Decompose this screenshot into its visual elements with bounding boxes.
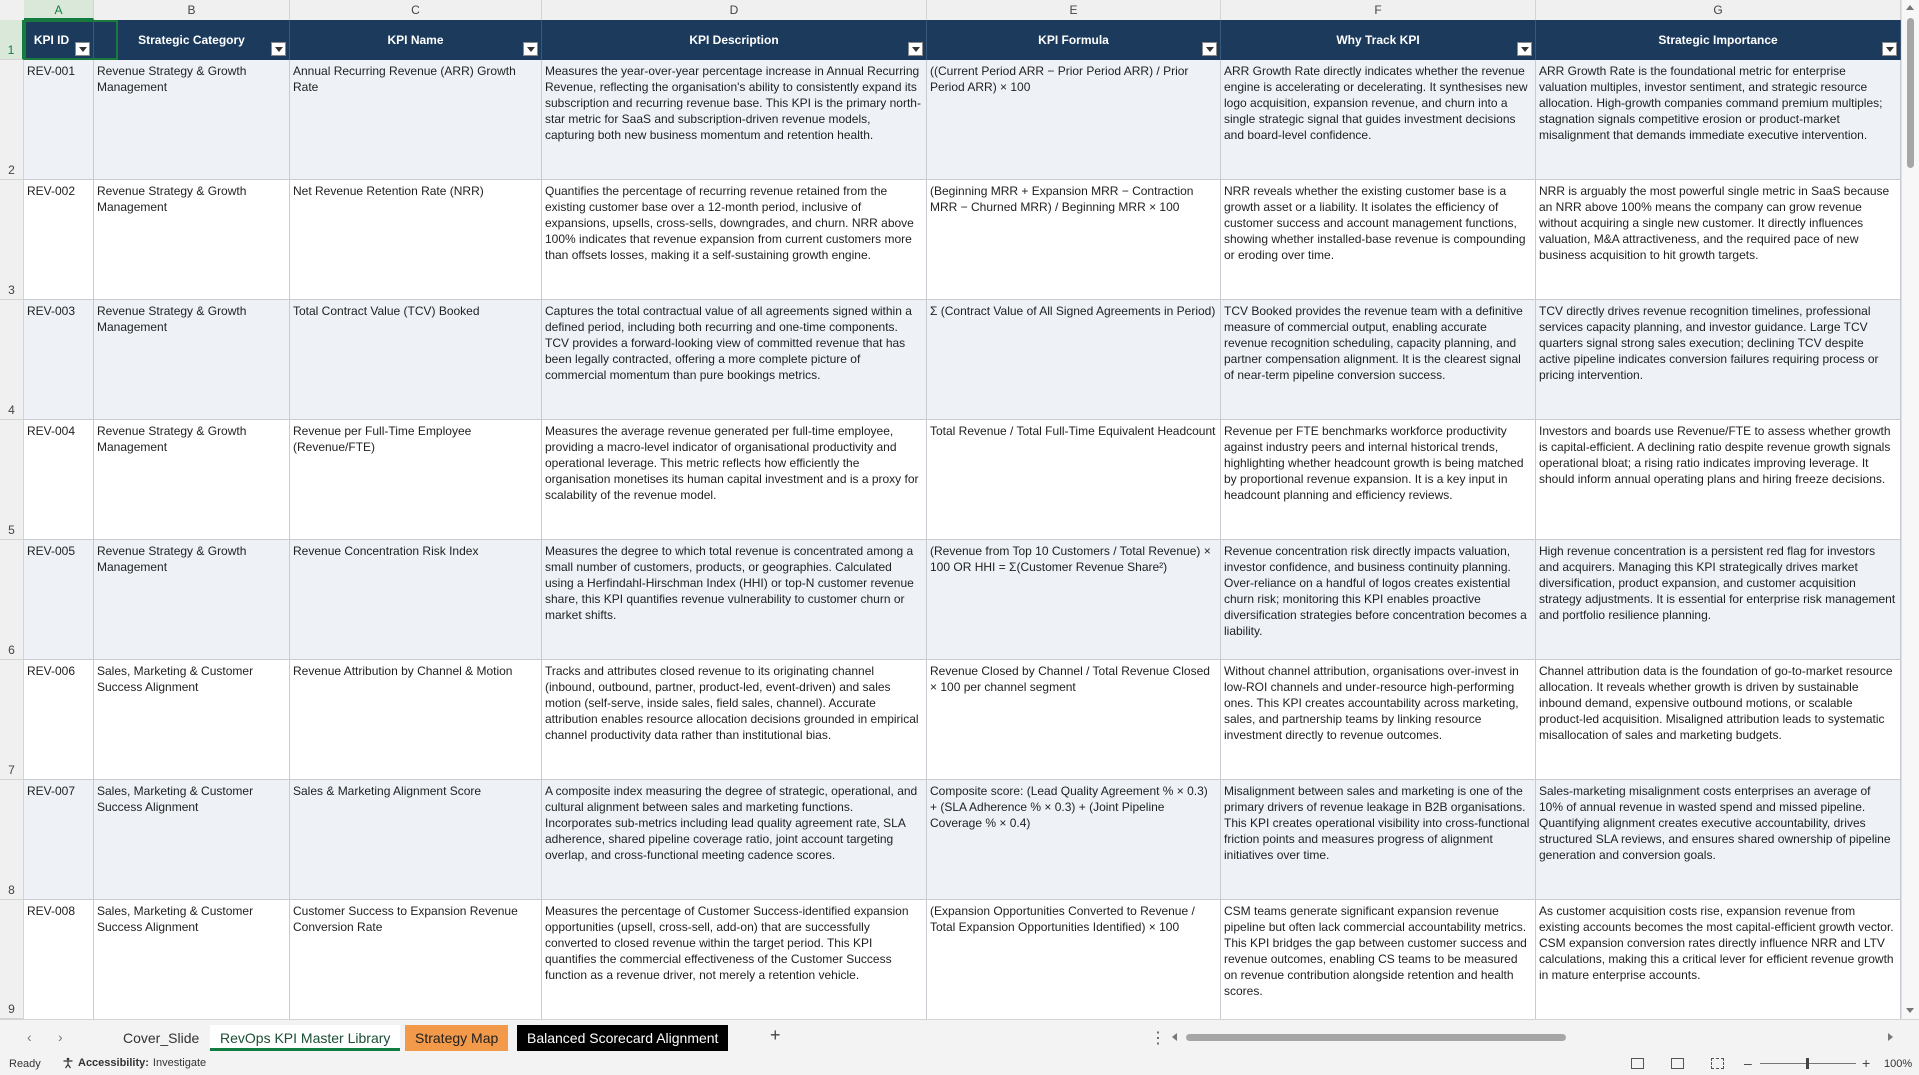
cell-formula[interactable]: Composite score: (Lead Quality Agreement % × 0.3) + (SLA Adherence % × 0.3) + (Joint Pipeline Coverage % × 0.4) <box>927 780 1221 900</box>
column-header-a[interactable]: A <box>24 0 94 20</box>
cell-category[interactable]: Revenue Strategy & Growth Management <box>94 540 290 660</box>
zoom-out-button[interactable]: – <box>1744 1055 1752 1071</box>
scroll-down-icon[interactable] <box>1906 1008 1914 1013</box>
cell-formula[interactable]: (Beginning MRR + Expansion MRR − Contraction MRR − Churned MRR) / Beginning MRR × 100 <box>927 180 1221 300</box>
filter-dropdown-icon[interactable] <box>75 42 90 56</box>
cell-importance[interactable]: ARR Growth Rate is the foundational metric for enterprise valuation multiples, investor sentiment, and strategic resource allocation. High-growth companies command premium multiples; stagnation signals competitive erosion or product-market misalignment that demands immediate executive intervention. <box>1536 60 1901 180</box>
header-label: KPI Description <box>689 33 779 47</box>
zoom-level[interactable]: 100% <box>1884 1058 1913 1070</box>
row-number: 1 <box>7 43 15 57</box>
more-options-icon[interactable]: ⋮ <box>1150 1030 1166 1047</box>
cell-description[interactable]: Measures the year-over-year percentage increase in Annual Recurring Revenue, reflecting the organisation's ability to consistently expand its subscription and recurring revenue base. This KPI is the primary north-star metric for SaaS and subscription-driven revenue models, capturing both new business momentum and retention health. <box>542 60 927 180</box>
row-header-6[interactable] <box>0 540 24 660</box>
spreadsheet-grid[interactable] <box>24 20 1901 1019</box>
filter-dropdown-icon[interactable] <box>1517 42 1532 56</box>
header-cell-d[interactable] <box>542 20 927 60</box>
header-cell-b[interactable] <box>94 20 290 60</box>
cell-name[interactable]: Net Revenue Retention Rate (NRR) <box>290 180 542 300</box>
cell-description[interactable]: Measures the percentage of Customer Success-identified expansion opportunities (upsell, cross-sell, add-on) that are successfully converted to closed revenue within the target period. This KPI quantifies the commercial effectiveness of the Customer Success function as a revenue driver, not merely a retention vehicle. <box>542 900 927 1019</box>
cell-category[interactable]: Revenue Strategy & Growth Management <box>94 60 290 180</box>
scroll-right-arrow-icon[interactable] <box>1888 1033 1893 1041</box>
normal-view-icon[interactable] <box>1631 1058 1644 1069</box>
cell-why[interactable]: NRR reveals whether the existing customer base is a growth asset or a liability. It isolates the efficiency of customer success and account management functions, showing whether installed-base revenue is compounding or eroding over time. <box>1221 180 1536 300</box>
cell-id[interactable]: REV-001 <box>24 60 94 180</box>
row-header-9[interactable] <box>0 900 24 1019</box>
column-header-g[interactable]: G <box>1536 0 1901 20</box>
filter-dropdown-icon[interactable] <box>1202 42 1217 56</box>
cell-category[interactable]: Revenue Strategy & Growth Management <box>94 180 290 300</box>
cell-name[interactable]: Revenue Attribution by Channel & Motion <box>290 660 542 780</box>
row-header-2[interactable] <box>0 60 24 180</box>
cell-why[interactable]: Revenue concentration risk directly impacts valuation, investor confidence, and business continuity planning. Over-reliance on a handful of logos creates existential churn risk; monitoring this KPI enables proactive diversification strategies before concentration becomes a liability. <box>1221 540 1536 660</box>
cell-id[interactable]: REV-002 <box>24 180 94 300</box>
cell-name[interactable]: Revenue Concentration Risk Index <box>290 540 542 660</box>
cell-why[interactable]: TCV Booked provides the revenue team with a definitive measure of commercial output, enabling accurate revenue recognition scheduling, capacity planning, and partner compensation alignment. It is the clearest signal of near-term pipeline conversion success. <box>1221 300 1536 420</box>
page-break-icon[interactable] <box>1711 1058 1724 1069</box>
column-header-e[interactable]: E <box>927 0 1221 20</box>
column-header-b[interactable]: B <box>94 0 290 20</box>
header-label: Strategic Importance <box>1658 33 1778 47</box>
scroll-left-arrow-icon[interactable] <box>1172 1033 1177 1041</box>
scroll-up-icon[interactable] <box>1906 5 1914 10</box>
row-header-5[interactable] <box>0 420 24 540</box>
tab-cover-slide[interactable]: Cover_Slide <box>123 1030 200 1046</box>
vertical-scroll-thumb[interactable] <box>1907 18 1914 168</box>
header-label: KPI Formula <box>1038 33 1109 47</box>
horizontal-scroll-thumb[interactable] <box>1186 1034 1566 1041</box>
scroll-right-icon[interactable]: › <box>58 1029 63 1045</box>
zoom-in-button[interactable]: + <box>1862 1055 1871 1071</box>
cell-description[interactable]: Tracks and attributes closed revenue to its originating channel (inbound, outbound, partner, product-led, event-driven) and sales motion (self-serve, inside sales, field sales, channel). Accurate attribution enables resource allocation decisions grounded in empirical channel productivity data rather than institutional bias. <box>542 660 927 780</box>
header-label: Strategic Category <box>138 33 245 47</box>
header-label: Why Track KPI <box>1336 33 1420 47</box>
row-header-1[interactable] <box>0 20 24 60</box>
horizontal-scrollbar[interactable] <box>1172 1030 1896 1044</box>
status-bar <box>0 1053 1919 1075</box>
page-layout-icon[interactable] <box>1671 1058 1684 1069</box>
cell-importance[interactable]: TCV directly drives revenue recognition timelines, professional services capacity planning, and investor guidance. Large TCV quarters signal strong sales execution; declining TCV despite active pipeline indicates conversion failures requiring process or pricing intervention. <box>1536 300 1901 420</box>
cell-why[interactable]: CSM teams generate significant expansion revenue pipeline but often lack commercial accountability metrics. This KPI bridges the gap between customer success and revenue outcomes, enabling CS teams to be measured on revenue contribution alongside retention and health scores. <box>1221 900 1536 1019</box>
cell-description[interactable]: Captures the total contractual value of all agreements signed within a defined period, including both recurring and one-time components. TCV provides a forward-looking view of committed revenue that has been legally contracted, offering a more complete picture of commercial momentum than pure bookings metrics. <box>542 300 927 420</box>
cell-importance[interactable]: As customer acquisition costs rise, expansion revenue from existing accounts becomes the most capital-efficient growth vector. CSM expansion conversion rates directly influence NRR and LTV calculations, making this a critical lever for efficient revenue growth in mature enterprise accounts. <box>1536 900 1901 1019</box>
row-header-3[interactable] <box>0 180 24 300</box>
column-header-c[interactable]: C <box>290 0 542 20</box>
row-number: 8 <box>8 883 15 897</box>
row-number: 5 <box>8 523 15 537</box>
sheet-tab-bar <box>0 1019 1919 1053</box>
cell-id[interactable]: REV-006 <box>24 660 94 780</box>
filter-dropdown-icon[interactable] <box>1882 42 1897 56</box>
cell-description[interactable]: Measures the degree to which total revenue is concentrated among a small number of customers, products, or geographies. Calculated using a Herfindahl-Hirschman Index (HHI) or top-N customer revenue share, this KPI quantifies revenue vulnerability to customer churn or market shifts. <box>542 540 927 660</box>
cell-formula[interactable]: Revenue Closed by Channel / Total Revenue Closed × 100 per channel segment <box>927 660 1221 780</box>
cell-name[interactable]: Sales & Marketing Alignment Score <box>290 780 542 900</box>
header-label: KPI ID <box>33 33 70 47</box>
filter-dropdown-icon[interactable] <box>908 42 923 56</box>
add-sheet-icon[interactable]: + <box>770 1025 781 1045</box>
cell-category[interactable]: Revenue Strategy & Growth Management <box>94 420 290 540</box>
cell-formula[interactable]: ((Current Period ARR − Prior Period ARR) / Prior Period ARR) × 100 <box>927 60 1221 180</box>
cell-formula[interactable]: Σ (Contract Value of All Signed Agreements in Period) <box>927 300 1221 420</box>
cell-importance[interactable]: Investors and boards use Revenue/FTE to assess whether growth is capital-efficient. A declining ratio despite revenue growth signals operational bloat; a rising ratio indicates improving leverage. It should inform annual operating plans and hiring freeze decisions. <box>1536 420 1901 540</box>
cell-id[interactable]: REV-005 <box>24 540 94 660</box>
header-cell-g[interactable] <box>1536 20 1901 60</box>
row-header-7[interactable] <box>0 660 24 780</box>
header-cell-e[interactable] <box>927 20 1221 60</box>
filter-dropdown-icon[interactable] <box>523 42 538 56</box>
accessibility-label: Accessibility: <box>78 1057 149 1069</box>
cell-description[interactable]: Measures the average revenue generated per full-time employee, providing a macro-level indicator of organisational productivity and operational leverage. This metric reflects how efficiently the organisation monetises its human capital investment and is a proxy for scalability of the revenue model. <box>542 420 927 540</box>
header-label: KPI Name <box>387 33 444 47</box>
column-header-f[interactable]: F <box>1221 0 1536 20</box>
row-number: 6 <box>8 643 15 657</box>
cell-name[interactable]: Total Contract Value (TCV) Booked <box>290 300 542 420</box>
tab-balanced-scorecard-alignment[interactable]: Balanced Scorecard Alignment <box>517 1025 728 1051</box>
cell-id[interactable]: REV-008 <box>24 900 94 1019</box>
cell-why[interactable]: Without channel attribution, organisations over-invest in low-ROI channels and under-resource high-performing ones. This KPI creates accountability across marketing, sales, and partnership teams by linking resource investment directly to revenue outcomes. <box>1221 660 1536 780</box>
column-header-d[interactable]: D <box>542 0 927 20</box>
cell-description[interactable]: A composite index measuring the degree of strategic, operational, and cultural alignment between sales and marketing functions. Incorporates sub-metrics including lead quality agreement rate, SLA adherence, shared pipeline coverage ratio, joint account targeting overlap, and cross-functional meeting cadence scores. <box>542 780 927 900</box>
tab-revops-kpi-master-library[interactable]: RevOps KPI Master Library <box>210 1025 400 1051</box>
accessibility-value: Investigate <box>152 1057 207 1069</box>
header-cell-f[interactable] <box>1221 20 1536 60</box>
row-header-4[interactable] <box>0 300 24 420</box>
cell-formula[interactable]: (Expansion Opportunities Converted to Revenue / Total Expansion Opportunities Identified) × 100 <box>927 900 1221 1019</box>
tab-strategy-map[interactable]: Strategy Map <box>405 1025 508 1051</box>
cell-id[interactable]: REV-004 <box>24 420 94 540</box>
header-cell-c[interactable] <box>290 20 542 60</box>
accessibility-status[interactable] <box>62 1057 206 1069</box>
cell-importance[interactable]: Channel attribution data is the foundation of go-to-market resource allocation. It reveals whether growth is driven by sustainable inbound demand, expensive outbound motions, or scalable product-led acquisition. Misaligned attribution leads to systematic misallocation of sales and marketing budgets. <box>1536 660 1901 780</box>
vertical-scrollbar[interactable] <box>1901 0 1919 1019</box>
cell-name[interactable]: Revenue per Full-Time Employee (Revenue/FTE) <box>290 420 542 540</box>
cell-id[interactable]: REV-007 <box>24 780 94 900</box>
cell-importance[interactable]: Sales-marketing misalignment costs enterprises an average of 10% of annual revenue in wasted spend and missed pipeline. Quantifying alignment creates executive accountability, drives structured SLA reviews, and ensures shared ownership of pipeline generation and conversion goals. <box>1536 780 1901 900</box>
zoom-slider-handle[interactable] <box>1806 1058 1809 1069</box>
header-cell-a[interactable] <box>24 20 94 60</box>
row-number: 2 <box>8 163 15 177</box>
filter-dropdown-icon[interactable] <box>271 42 286 56</box>
cell-formula[interactable]: Total Revenue / Total Full-Time Equivalent Headcount <box>927 420 1221 540</box>
accessibility-icon <box>62 1057 74 1069</box>
row-number: 4 <box>8 403 15 417</box>
cell-why[interactable]: Misalignment between sales and marketing is one of the primary drivers of revenue leakage in B2B organisations. This KPI creates operational visibility into cross-functional friction points and measures progress of alignment initiatives over time. <box>1221 780 1536 900</box>
scroll-left-icon[interactable]: ‹ <box>27 1029 32 1045</box>
status-text: Ready <box>9 1058 41 1070</box>
cell-why[interactable]: Revenue per FTE benchmarks workforce productivity against industry peers and internal historical trends, highlighting whether headcount growth is being matched by proportional revenue expansion. It is a key input in headcount planning and efficiency reviews. <box>1221 420 1536 540</box>
cell-importance[interactable]: NRR is arguably the most powerful single metric in SaaS because an NRR above 100% means the company can grow revenue without acquiring a single new customer. It directly influences valuation, M&A attractiveness, and the required pace of new business acquisition to hit growth targets. <box>1536 180 1901 300</box>
cell-category[interactable]: Revenue Strategy & Growth Management <box>94 300 290 420</box>
cell-formula[interactable]: (Revenue from Top 10 Customers / Total Revenue) × 100 OR HHI = Σ(Customer Revenue Share²) <box>927 540 1221 660</box>
cell-description[interactable]: Quantifies the percentage of recurring revenue retained from the existing customer base over a 12-month period, inclusive of expansions, upsells, cross-sells, downgrades, and churn. NRR above 100% indicates that revenue expansion from current customers more than offsets losses, making it a self-sustaining growth engine. <box>542 180 927 300</box>
cell-category[interactable]: Sales, Marketing & Customer Success Alignment <box>94 660 290 780</box>
column-header-strip <box>0 0 1901 21</box>
cell-importance[interactable]: High revenue concentration is a persistent red flag for investors and acquirers. Managing this KPI strategically drives market diversification, product expansion, and customer acquisition strategy adjustments. It is essential for enterprise risk management and portfolio resilience planning. <box>1536 540 1901 660</box>
cell-category[interactable]: Sales, Marketing & Customer Success Alignment <box>94 900 290 1019</box>
cell-name[interactable]: Annual Recurring Revenue (ARR) Growth Rate <box>290 60 542 180</box>
cell-name[interactable]: Customer Success to Expansion Revenue Conversion Rate <box>290 900 542 1019</box>
row-number: 7 <box>8 763 15 777</box>
row-header-8[interactable] <box>0 780 24 900</box>
cell-category[interactable]: Sales, Marketing & Customer Success Alignment <box>94 780 290 900</box>
cell-id[interactable]: REV-003 <box>24 300 94 420</box>
cell-why[interactable]: ARR Growth Rate directly indicates whether the revenue engine is accelerating or decelerating. It synthesises new logo acquisition, expansion revenue, and churn into a single strategic signal that guides investment decisions and board-level confidence. <box>1221 60 1536 180</box>
row-number: 9 <box>8 1002 15 1016</box>
row-number: 3 <box>8 283 15 297</box>
